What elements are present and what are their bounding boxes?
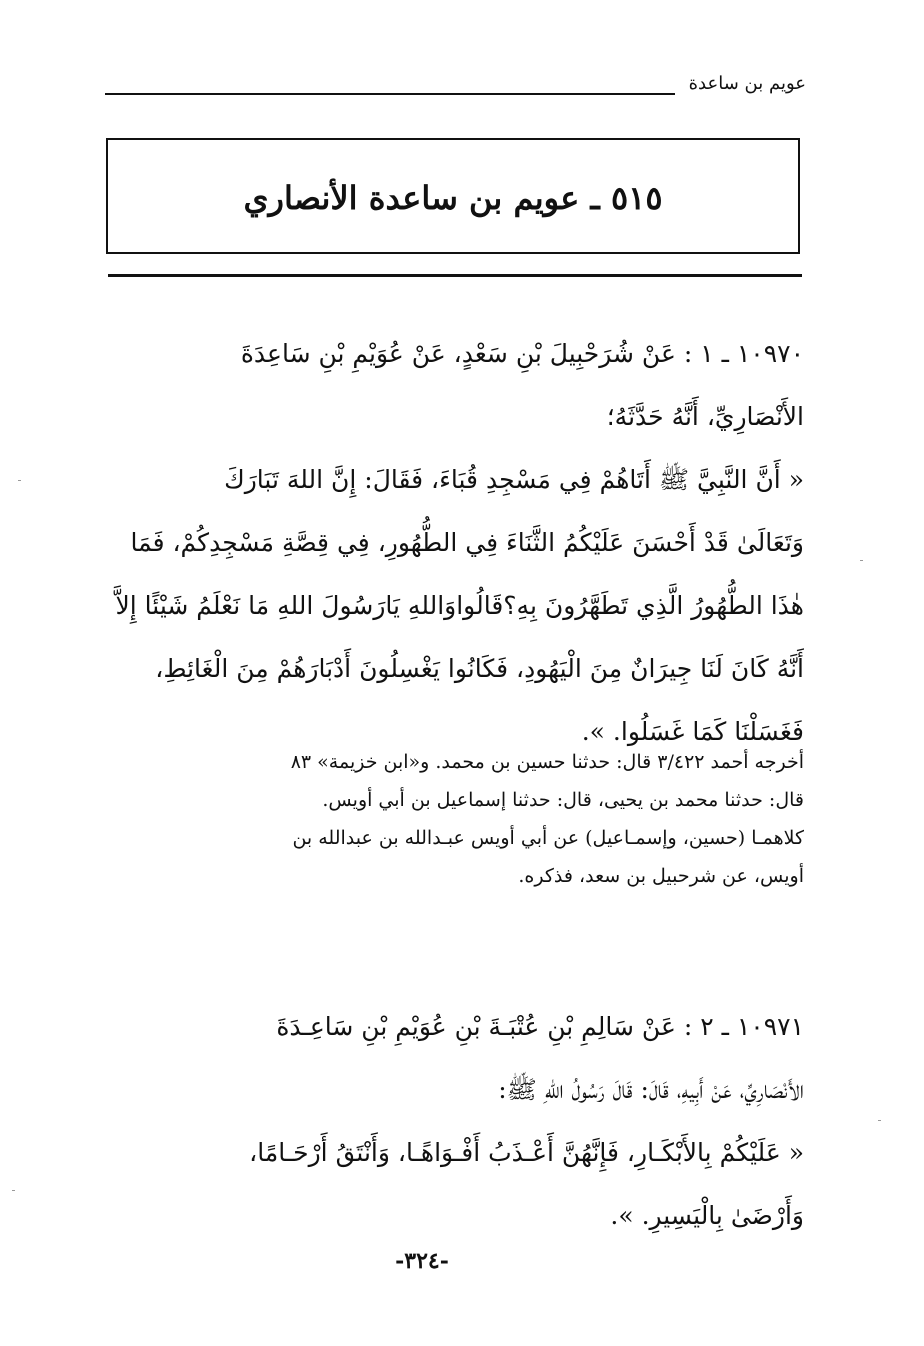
hadith-line: هٰذَا الطُّهُورُ الَّذِي تَطَهَّرُونَ بِهِ؟قَالُواوَاللهِ يَارَسُولَ اللهِ مَا نَعْلَمُ شَيْئًا إِلاَّ — [115, 591, 804, 620]
hadith-line: الأَنْصَارِيِّ، أَنَّهُ حَدَّثَهُ؛ — [606, 402, 804, 431]
chapter-title: ٥١٥ ـ عويم بن ساعدة الأنصاري — [243, 179, 663, 217]
scan-speck — [12, 1190, 15, 1191]
hadith-10970 — [100, 322, 804, 763]
page-number: -٣٢٤- — [395, 1248, 449, 1274]
takhrij-line: كلاهمـا (حسين، وإسمـاعيل) عن أبي أويس عبـدالله بن عبدالله بن — [292, 827, 804, 849]
scan-speck — [860, 560, 863, 561]
takhrij-line: قال: حدثنا محمد بن يحيى، قال: حدثنا إسماعيل بن أبي أويس. — [322, 789, 804, 811]
hadith-line: ١٠٩٧٠ ـ ١ : عَنْ شُرَحْبِيلَ بْنِ سَعْدٍ، عَنْ عُوَيْمِ بْنِ سَاعِدَةَ — [240, 339, 804, 368]
hadith-line: الأَنْصَارِيِّ، عَنْ أَبِيهِ، قَالَ: قَالَ رَسُولُ اللهِ ﷺ: — [498, 1075, 804, 1104]
scan-speck — [878, 1120, 881, 1121]
hadith-line: ١٠٩٧١ ـ ٢ : عَنْ سَالِمِ بْنِ عُتْبَـةَ بْنِ عُوَيْمِ بْنِ سَاعِـدَةَ — [276, 1012, 804, 1041]
hadith-line: « عَلَيْكُمْ بِالأَبْكَـارِ، فَإِنَّهُنَّ أَعْـذَبُ أَفْـوَاهًـا، وَأَنْتَقُ أَرْحَـامًا، — [249, 1138, 804, 1167]
takhrij-line: أخرجه أحمد ٣/٤٢٢ قال: حدثنا حسين بن محمد. و«ابن خزيمة» ٨٣ — [290, 751, 804, 773]
hadith-line: أَنَّهُ كَانَ لَنَا جِيرَانٌ مِنَ الْيَهُودِ، فَكَانُوا يَغْسِلُونَ أَدْبَارَهُمْ مِنَ الْغَائِطِ، — [155, 654, 804, 683]
running-head: عويم بن ساعدة — [688, 73, 806, 94]
title-rule — [108, 274, 802, 277]
takhrij-note — [100, 743, 804, 895]
scan-speck — [18, 480, 21, 481]
hadith-line: وَتَعَالَىٰ قَدْ أَحْسَنَ عَلَيْكُمُ الثَّنَاءَ فِي الطُّهُورِ، فِي قِصَّةِ مَسْجِدِكُمْ، فَمَا — [130, 528, 804, 557]
hadith-line: فَغَسَلْنَا كَمَا غَسَلُوا. ». — [581, 717, 804, 746]
takhrij-line: أويس، عن شرحبيل بن سعد، فذكره. — [518, 865, 804, 887]
hadith-10971 — [100, 995, 804, 1247]
hadith-line: « أَنَّ النَّبِيَّ ﷺ أَتَاهُمْ فِي مَسْجِدِ قُبَاءَ، فَقَالَ: إِنَّ اللهَ تَبَارَكَ — [224, 465, 804, 494]
header-rule — [105, 93, 675, 95]
hadith-line: وَأَرْضَىٰ بِالْيَسِيرِ. ». — [610, 1201, 804, 1230]
